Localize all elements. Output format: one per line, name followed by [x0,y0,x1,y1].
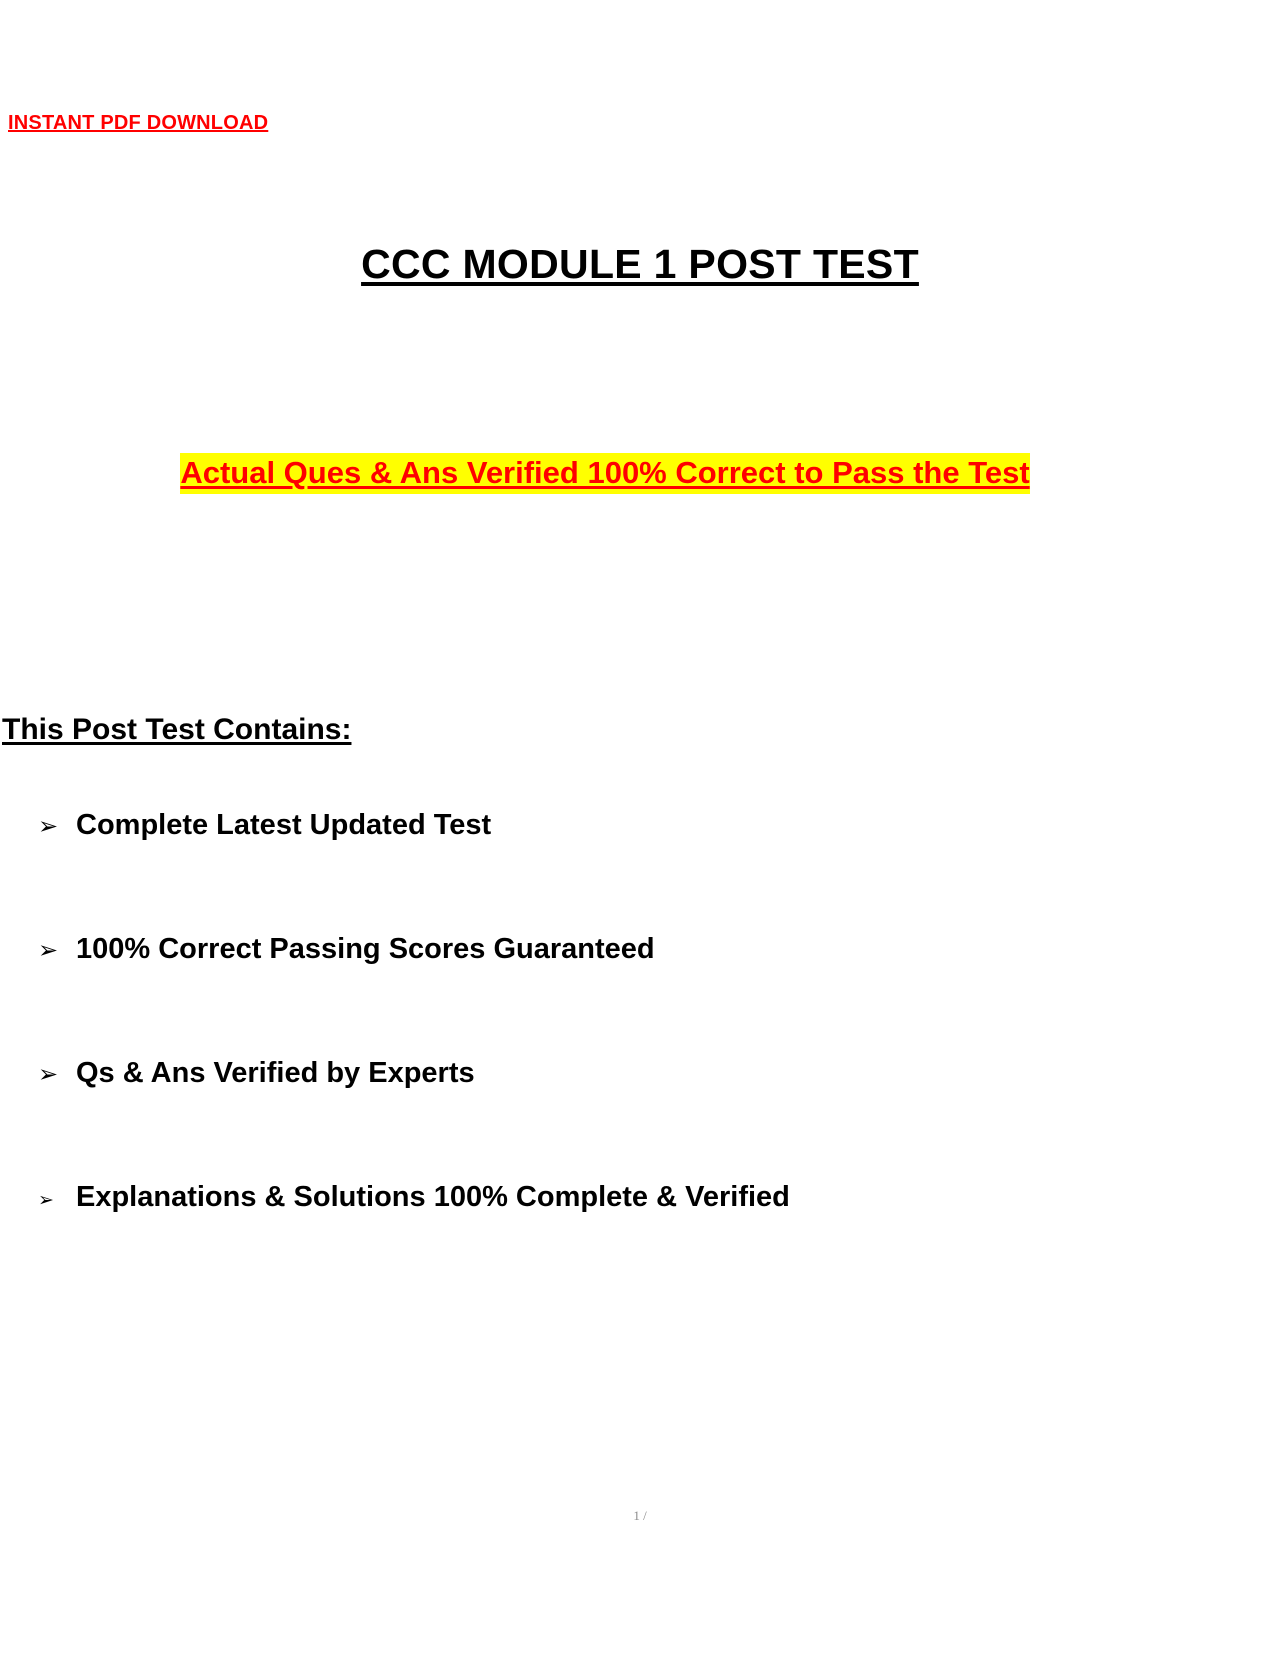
highlight-banner-text: Actual Ques & Ans Verified 100% Correct to Pass the Test [180,453,1029,494]
contains-heading [2,713,351,747]
instant-pdf-download-label: INSTANT PDF DOWNLOAD [8,112,269,134]
list-item [38,934,1188,1058]
list-item [38,810,1188,934]
list-item-label: Explanations & Solutions 100% Complete & Verified [76,1181,790,1213]
arrow-bullet-icon: ➢ [38,936,59,964]
list-item-label: Qs & Ans Verified by Experts [76,1057,475,1089]
arrow-bullet-icon: ➢ [38,1189,54,1211]
page-number-footer: 1 / [633,1508,647,1523]
list-item [38,1182,1188,1306]
highlight-banner [70,455,1140,491]
list-item-label: 100% Correct Passing Scores Guaranteed [76,933,655,965]
feature-bullet-list [38,810,1188,1306]
contains-heading-text: This Post Test Contains: [2,712,352,746]
arrow-bullet-icon: ➢ [38,812,59,840]
page-title [0,241,1280,288]
list-item-label: Complete Latest Updated Test [76,809,492,841]
arrow-bullet-icon: ➢ [38,1060,59,1088]
page-title-text: CCC MODULE 1 POST TEST [361,241,919,288]
list-item [38,1058,1188,1182]
